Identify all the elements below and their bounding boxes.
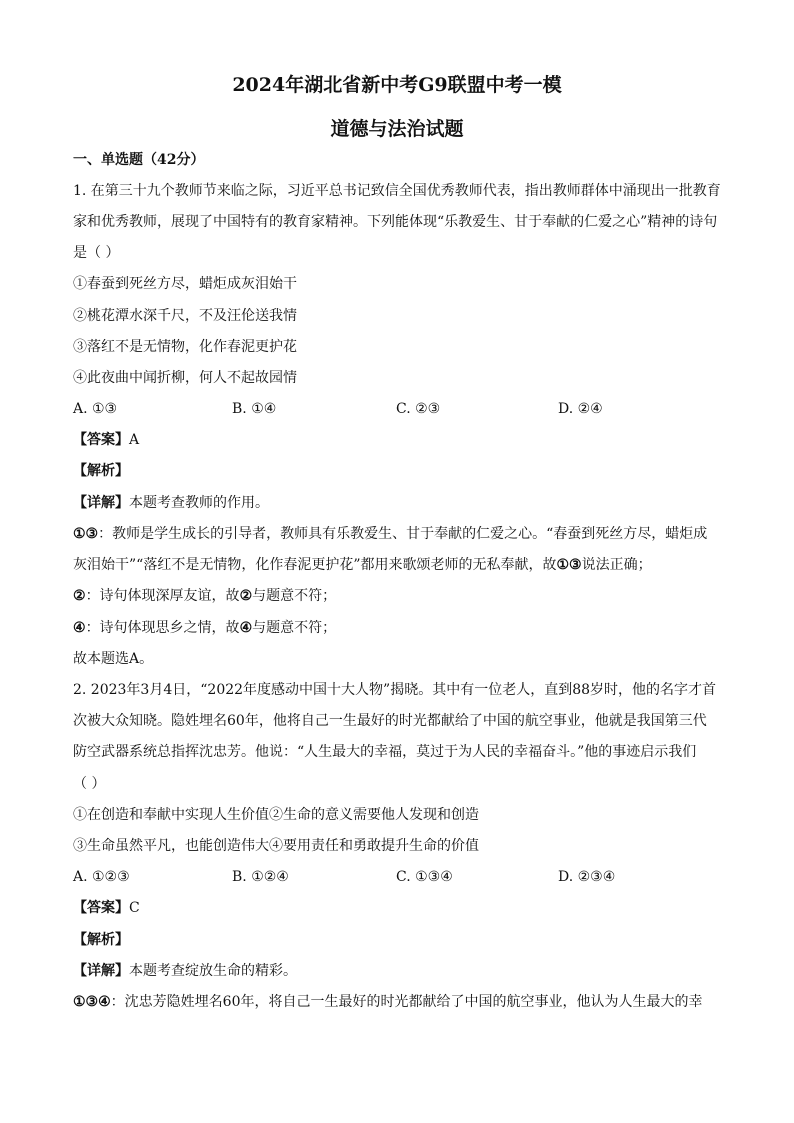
q2-answer (73, 898, 733, 918)
exp-text: ：沈忠芳隐姓埋名60年，将自己一生最好的时光都献给了中国的航空事业，他认为人生最大的幸 (110, 994, 703, 1010)
q2-detail (73, 961, 733, 981)
q1-item-4: ④此夜曲中闻折柳，何人不起故园情 (73, 370, 297, 386)
q1-option-a: A. ①③ (73, 401, 118, 417)
q2-item-line-1: ①在创造和奉献中实现人生价值②生命的意义需要他人发现和创造 (73, 807, 479, 823)
q2-stem-line-1: 2. 2023年3月4日，“2022年度感动中国十大人物”揭晓。其中有一位老人，直到88岁时，他的名字才首 (73, 682, 717, 698)
q1-analysis-label: 【解析】 (73, 463, 129, 479)
q1-explanation-line-3 (73, 586, 733, 606)
answer-value: A (129, 432, 140, 448)
answer-value: C (129, 900, 140, 916)
q2-option-d: D. ②③④ (558, 869, 616, 885)
q2-stem-line-4: （ ） (73, 776, 106, 792)
exp-text: 说法正确； (581, 557, 652, 573)
exam-title: 2024年湖北省新中考G9联盟中考一模 (232, 74, 562, 96)
q1-item-2: ②桃花潭水深千尺，不及汪伦送我情 (73, 308, 297, 324)
q1-item-3: ③落红不是无情物，化作春泥更护花 (73, 339, 297, 355)
q1-option-d: D. ②④ (558, 401, 603, 417)
detail-text: 本题考查绽放生命的精彩。 (129, 963, 297, 979)
exp-text: ：诗句体现思乡之情，故 (85, 620, 240, 636)
q1-stem-line-2: 家和优秀教师，展现了中国特有的教育家精神。下列能体现“乐教爱生、甘于奉献的仁爱之心”精神的诗句 (73, 214, 718, 230)
exp-key: ④ (239, 620, 253, 636)
q1-explanation-line-4 (73, 618, 733, 638)
q2-item-line-2: ③生命虽然平凡，也能创造伟大④要用责任和勇敢提升生命的价值 (73, 838, 479, 854)
exp-key: ② (73, 588, 86, 604)
q1-conclusion: 故本题选A。 (73, 651, 154, 667)
q2-option-a: A. ①②③ (73, 869, 130, 885)
q2-analysis-label: 【解析】 (73, 932, 129, 948)
q1-answer (73, 430, 733, 450)
exp-key: ④ (73, 620, 86, 636)
answer-label: 【答案】 (73, 900, 129, 916)
exp-text: 与题意不符； (252, 588, 337, 604)
exp-key: ①③④ (73, 994, 111, 1010)
section-heading: 一、单选题（42分） (73, 152, 205, 168)
exp-text: 灰泪始干”“落红不是无情物，化作春泥更护花”都用来歌颂老师的无私奉献，故 (73, 557, 557, 573)
q1-option-b: B. ①④ (232, 401, 277, 417)
q1-explanation-line-2 (73, 555, 733, 575)
exp-text: 与题意不符； (252, 620, 337, 636)
exp-key: ② (239, 588, 253, 604)
q1-item-1: ①春蚕到死丝方尽，蜡炬成灰泪始干 (73, 276, 297, 292)
q1-option-c: C. ②③ (396, 401, 441, 417)
detail-label: 【详解】 (73, 963, 129, 979)
detail-text: 本题考查教师的作用。 (129, 495, 269, 511)
detail-label: 【详解】 (73, 495, 129, 511)
exp-text: ：诗句体现深厚友谊，故 (85, 588, 240, 604)
q1-stem-line-1: 1. 在第三十九个教师节来临之际，习近平总书记致信全国优秀教师代表，指出教师群体中涌现出一批教育 (73, 183, 721, 199)
exam-subtitle: 道德与法治试题 (330, 118, 464, 140)
q2-option-b: B. ①②④ (232, 869, 289, 885)
exp-text: ：教师是学生成长的引导者，教师具有乐教爱生、甘于奉献的仁爱之心。“春蚕到死丝方尽，蜡炬成 (98, 526, 708, 542)
exp-key: ①③ (556, 557, 582, 573)
q2-stem-line-2: 次被大众知晓。隐姓埋名60年，他将自己一生最好的时光都献给了中国的航空事业，他就是我国第三代 (73, 713, 707, 729)
q2-option-c: C. ①③④ (396, 869, 453, 885)
q1-explanation-line-1 (73, 524, 733, 544)
q1-stem-line-3: 是（ ） (73, 245, 120, 261)
q1-detail (73, 493, 733, 513)
q2-stem-line-3: 防空武器系统总指挥沈忠芳。他说：“人生最大的幸福，莫过于为人民的幸福奋斗。”他的事迹启示我们 (73, 744, 697, 760)
q2-explanation-line-1 (73, 992, 733, 1012)
exp-key: ①③ (73, 526, 99, 542)
answer-label: 【答案】 (73, 432, 129, 448)
